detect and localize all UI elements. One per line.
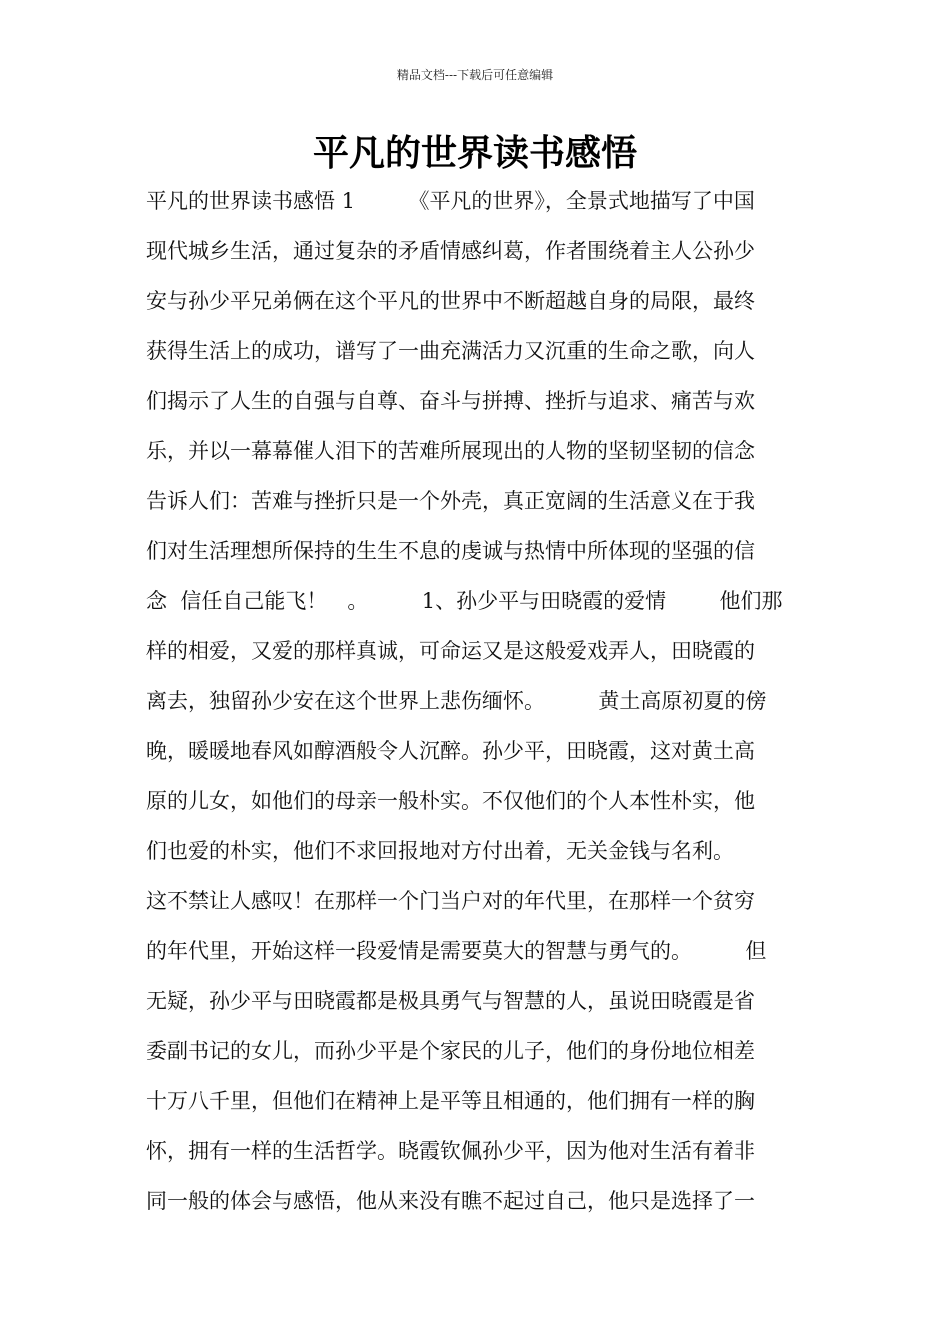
body-line: 们对生活理想所保持的生生不息的虔诚与热情中所体现的坚强的信 <box>146 539 755 563</box>
body-line: 无疑，孙少平与田晓霞都是极具勇气与智慧的人，虽说田晓霞是省 <box>146 989 755 1013</box>
body-line: 现代城乡生活，通过复杂的矛盾情感纠葛，作者围绕着主人公孙少 <box>146 239 755 263</box>
header-note: 精品文档---下载后可任意编辑 <box>396 68 554 82</box>
body-line: 离去，独留孙少安在这个世界上悲伤缅怀。 黄土高原初夏的傍 <box>146 689 767 713</box>
body-line: 乐，并以一幕幕催人泪下的苦难所展现出的人物的坚韧坚韧的信念 <box>146 439 755 463</box>
body-line: 怀，拥有一样的生活哲学。晓霞钦佩孙少平，因为他对生活有着非 <box>146 1139 755 1163</box>
body-line: 晚，暖暖地春风如醇酒般令人沉醉。孙少平，田晓霞，这对黄土高 <box>146 739 755 763</box>
body-line: 样的相爱，又爱的那样真诚，可命运又是这般爱戏弄人，田晓霞的 <box>146 639 755 663</box>
body-line: 这不禁让人感叹！在那样一个门当户对的年代里，在那样一个贫穷 <box>146 889 755 913</box>
body-line: 们也爱的朴实，他们不求回报地对方付出着，无关金钱与名利。 <box>146 839 734 863</box>
body-line: 委副书记的女儿，而孙少平是个家民的儿子，他们的身份地位相差 <box>146 1039 755 1063</box>
body-line: 安与孙少平兄弟俩在这个平凡的世界中不断超越自身的局限，最终 <box>146 289 755 313</box>
body-line: 平凡的世界读书感悟 1 《平凡的世界》，全景式地描写了中国 <box>146 189 755 213</box>
body-line: 十万八千里，但他们在精神上是平等且相通的，他们拥有一样的胸 <box>146 1089 755 1113</box>
body-line: 告诉人们：苦难与挫折只是一个外壳，真正宽阔的生活意义在于我 <box>146 489 755 513</box>
body-line: 同一般的体会与感悟，他从来没有瞧不起过自己，他只是选择了一 <box>146 1189 755 1213</box>
document-body <box>146 176 808 1226</box>
document-title: 平凡的世界读书感悟 <box>312 132 637 174</box>
body-line: 的年代里，开始这样一段爱情是需要莫大的智慧与勇气的。 但 <box>146 939 767 963</box>
body-line: 原的儿女，如他们的母亲一般朴实。不仅他们的个人本性朴实，他 <box>146 789 755 813</box>
body-line: 获得生活上的成功，谱写了一曲充满活力又沉重的生命之歌，向人 <box>146 339 755 363</box>
body-line: 念 信任自己能飞！ 。 1、孙少平与田晓霞的爱情 他们那 <box>146 589 783 613</box>
body-line: 们揭示了人生的自强与自尊、奋斗与拼搏、挫折与追求、痛苦与欢 <box>146 389 755 413</box>
